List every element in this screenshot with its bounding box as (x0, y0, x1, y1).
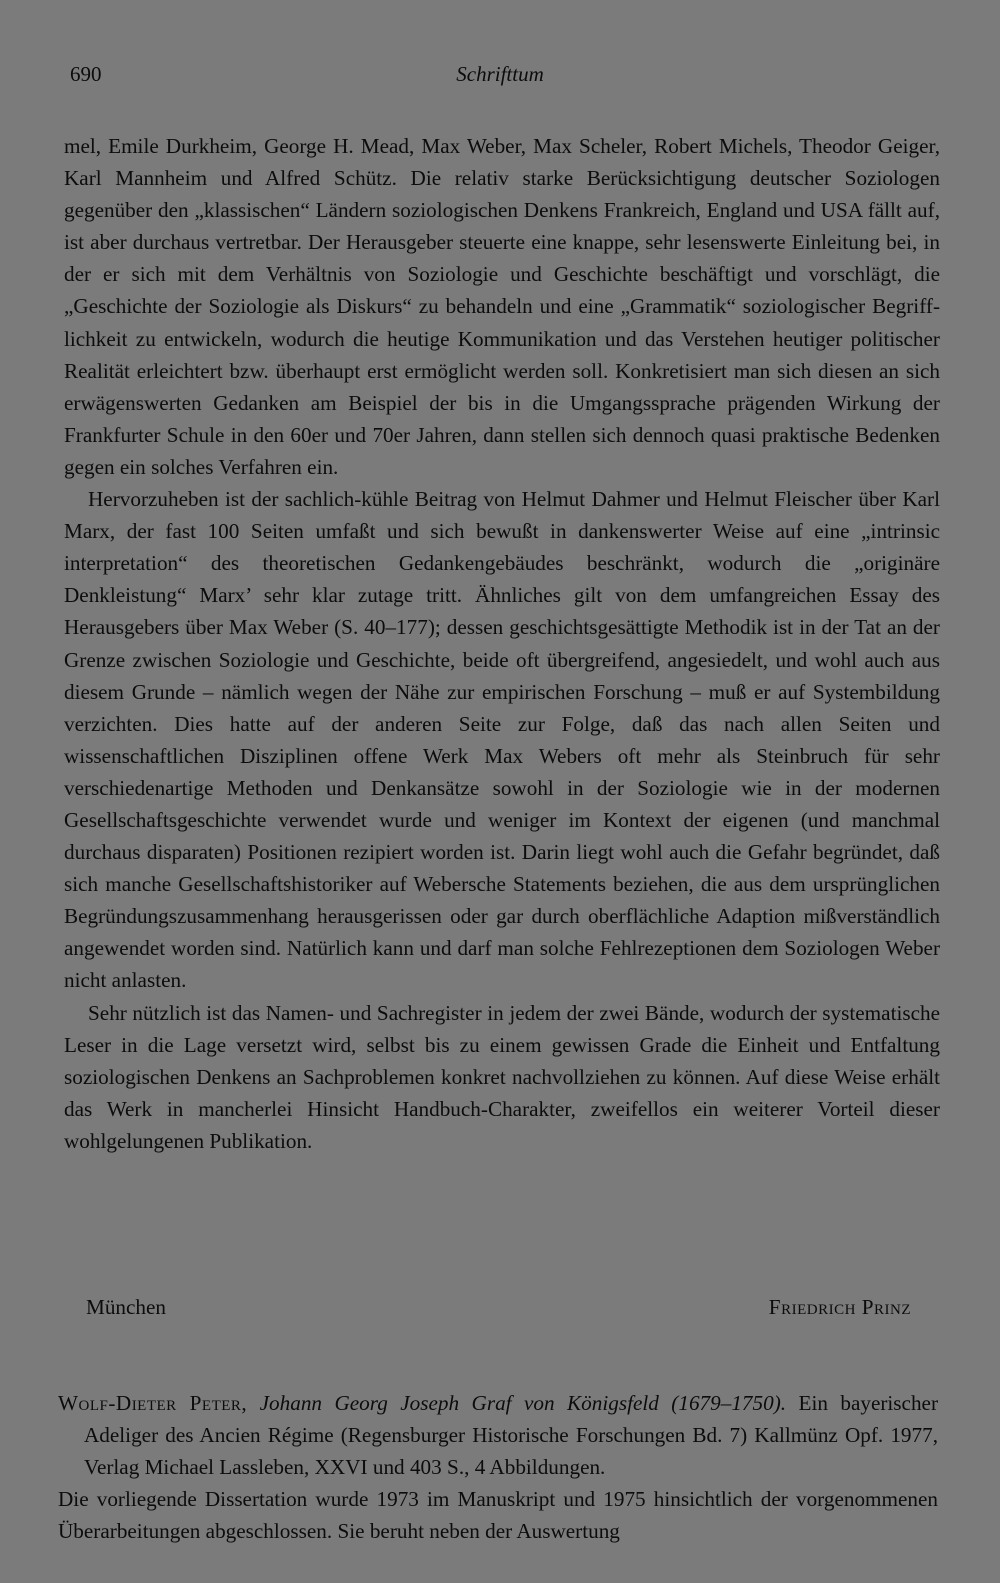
review-author: Wolf-Dieter Peter, (58, 1391, 248, 1415)
signature-place: München (86, 1295, 167, 1319)
signature-author: Friedrich Prinz (768, 1295, 911, 1319)
signature (86, 1291, 911, 1323)
review-title: Johann Georg Joseph Graf von Königsfeld (1679–1750). (259, 1391, 787, 1415)
page-number: 690 (70, 62, 102, 86)
review-text: Die vorliegende Dissertation wurde 1973 im Manuskript und 1975 hinsichtlich der vorgenommenen Überarbeitungen abgeschlossen. Sie beruht neben der Auswertung (58, 1487, 938, 1544)
review-body (64, 130, 940, 1157)
next-review (58, 1387, 938, 1547)
paragraph-3: Sehr nützlich ist das Namen- und Sachregister in jedem der zwei Bände, wodurch der systematische Leser in die Lage versetzt wird, selbst bis zu einem gewissen Grade die Einheit und Entfaltung soziologischen Denkens an Sachproblemen konkret nachvollziehen zu können. Auf diese Weise erhält das Werk in mancherlei Hinsicht Handbuch-Charakter, zweifellos ein weiterer Vorteil dieser wohlgelungenen Publikation. (64, 1000, 940, 1153)
review-details: Ein bayerischer Adeliger des Ancien Régime (Regensburger Historische Forschungen Bd. 7) Kallmünz Opf. 1977, Verlag Michael Lassleben, XXVI und 403 S., 4 Abbildungen. (84, 1391, 939, 1480)
paragraph-1: mel, Emile Durkheim, George H. Mead, Max Weber, Max Scheler, Robert Michels, Theodor Geiger, Karl Mannheim und Alfred Schütz. Die relativ starke Berücksichtigung deutscher Soziologen gegenüber den „klassischen“ Ländern soziologischen Denkens Frankreich, England und USA fällt auf, ist aber durchaus vertretbar. Der Herausgeber steuerte eine knappe, sehr lesenswerte Einleitung bei, in der er sich mit dem Verhältnis von Soziologie und Geschichte beschäftigt und vorschlägt, die „Geschichte der Soziologie als Diskurs“ zu behandeln und eine „Grammatik“ soziologischer Begrifflichkeit zu entwickeln, wodurch die heutige Kommunikation und das Verstehen heutiger politischer Realität erleichtert bzw. überhaupt erst ermöglicht werden soll. Konkretisiert man sich diesen an sich erwägenswerten Gedanken am Beispiel der bis in die Umgangssprache prägenden Wirkung der Frankfurter Schule in den 60er und 70er Jahren, dann stellen sich dennoch quasi praktische Bedenken gegen ein solches Verfahren ein. (64, 134, 940, 479)
review-heading (58, 1387, 938, 1483)
paragraph-2: Hervorzuheben ist der sachlich-kühle Beitrag von Helmut Dahmer und Helmut Fleischer über Karl Marx, der fast 100 Seiten umfaßt und sich bewußt in dankenswerter Weise auf eine „intrinsic interpretation“ des theoretischen Gedankengebäudes beschränkt, wodurch die „originäre Denkleistung“ Marx’ sehr klar zutage tritt. Ähnliches gilt von dem umfangreichen Essay des Herausgebers über Max Weber (S. 40–177); dessen geschichtsgesättigte Methodik ist in der Tat an der Grenze zwischen Soziologie und Geschichte, beide oft übergreifend, angesiedelt, und wohl auch aus diesem Grunde – nämlich wegen der Nähe zur empirischen Forschung – muß er auf Systembildung verzichten. Dies hatte auf der anderen Seite zur Folge, daß das nach allen Seiten und wissenschaftlichen Disziplinen offene Werk Max Webers oft mehr als Steinbruch für sehr verschiedenartige Methoden und Denkansätze sowohl in der Soziologie wie in der modernen Gesellschaftsgeschichte verwendet wurde und weniger im Kontext der eigenen (und manchmal durchaus disparaten) Positionen rezipiert worden ist. Darin liegt wohl auch die Gefahr begründet, daß sich manche Gesellschaftshistoriker auf Webersche Statements beziehen, die aus dem ursprünglichen Begründungszusammenhang herausgerissen oder gar durch oberflächliche Adaption mißverständlich angewendet worden sind. Natürlich kann und darf man solche Fehlrezeptionen dem Soziologen Weber nicht anlasten. (64, 487, 940, 993)
running-head: Schrifttum (456, 62, 544, 86)
